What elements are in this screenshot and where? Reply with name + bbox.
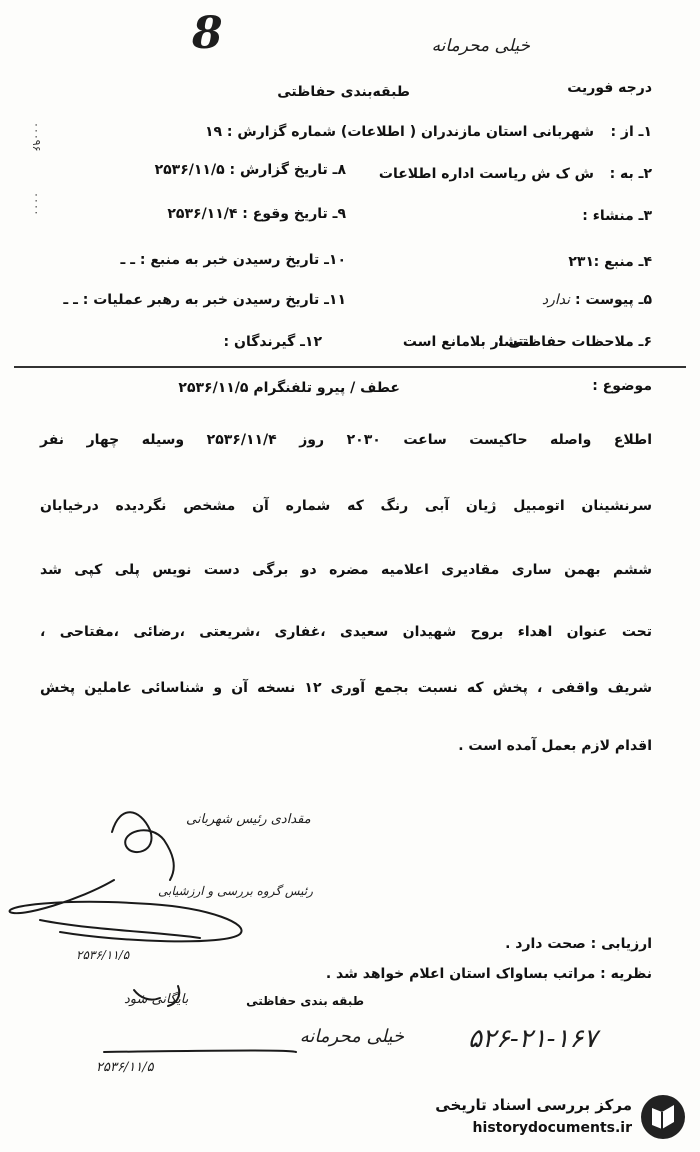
field-4-label: ۴ـ منبع : bbox=[593, 254, 652, 270]
body-line-4: تحت عنوان اهداء بروح شهیدان سعیدی ،غفاری ،شریعتی ،رضائی ،مفتاحی ، bbox=[40, 624, 652, 640]
field-1-label: ۱ـ از : bbox=[610, 124, 652, 140]
side-mark-bottom: ۰۰۰۰ bbox=[30, 192, 43, 216]
header-handwriting: خیلی محرمانه bbox=[431, 36, 530, 56]
body-line-1: اطلاع واصله حاکیست ساعت ۲۰۳۰ روز ۲۵۳۶/۱۱/۴ وسیله چهار نفر bbox=[40, 432, 653, 448]
bottom-classification-label: طبقه بندی حفاظتی bbox=[246, 994, 364, 1008]
subject-label: موضوع : bbox=[592, 378, 652, 394]
field-5-label: ۵ـ پیوست : bbox=[574, 292, 652, 308]
brand-url: historydocuments.ir bbox=[472, 1120, 632, 1136]
signature-handwriting-4: ۲۵۳۶/۱۱/۵ bbox=[96, 1060, 154, 1075]
document-number: ۵۲۶-۲۱-۱۶۷ bbox=[468, 1024, 598, 1054]
field-4-value: ۲۳۱ bbox=[568, 254, 594, 270]
field-8-text: ۸ـ تاریخ گزارش : ۲۵۳۶/۱۱/۵ bbox=[154, 162, 346, 178]
field-10-text: ۱۰ـ تاریخ رسیدن خبر به منبع : ـ ـ bbox=[120, 252, 346, 268]
signature-date: ۲۵۳۶/۱۱/۵ bbox=[76, 948, 130, 962]
field-9-text: ۹ـ تاریخ وقوع : ۲۵۳۶/۱۱/۴ bbox=[167, 206, 346, 222]
body-line-5: شریف واقفی ، پخش که نسبت بجمع آوری ۱۲ نسخه آن و شناسائی عاملین پخش bbox=[40, 680, 652, 696]
body-line-6: اقدام لازم بعمل آمده است . bbox=[458, 738, 652, 754]
assessment-line: ارزیابی : صحت دارد . bbox=[505, 936, 652, 952]
field-12-text: ۱۲ـ گیرندگان : bbox=[223, 334, 322, 350]
field-2-label: ۲ـ به : bbox=[609, 166, 652, 182]
subject-reference: عطف / پیرو تلفنگرام ۲۵۳۶/۱۱/۵ bbox=[178, 380, 400, 396]
field-6-label: ۶ـ ملاحظات حفاظتی : bbox=[497, 334, 652, 350]
opinion-line: نظریه : مراتب بساواک استان اعلام خواهد شد . bbox=[325, 966, 652, 982]
field-5-value: ندارد bbox=[541, 292, 570, 308]
signature-note-1: مقدادی رئیس شهربانی bbox=[186, 812, 311, 827]
signature-note-2: رئیس گروه بررسی و ارزشیابی bbox=[158, 884, 313, 898]
header-number: 8 bbox=[192, 8, 223, 59]
brand-block bbox=[410, 1092, 690, 1144]
field-2-value: ش ک ش ریاست اداره اطلاعات bbox=[378, 166, 594, 182]
classification-label: طبقه‌بندی حفاظتی bbox=[277, 84, 410, 100]
field-1-value: شهربانی استان مازندران ( اطلاعات) شماره گزارش : ۱۹ bbox=[204, 124, 594, 140]
urgency-label: درجه فوریت bbox=[567, 80, 652, 96]
field-11-text: ۱۱ـ تاریخ رسیدن خبر به رهبر عملیات : ـ ـ bbox=[63, 292, 346, 308]
signature-handwriting-3: بایگانی شود bbox=[124, 992, 189, 1007]
brand-name: مرکز بررسی اسناد تاریخی bbox=[435, 1096, 632, 1114]
body-line-2: سرنشینان اتومبیل ژیان آبی رنگ که شماره آن مشخص نگردیده درخیابان bbox=[40, 498, 652, 514]
side-mark-top: ۰۰۰۹۶ bbox=[30, 122, 43, 152]
field-3-label: ۳ـ منشاء : bbox=[582, 208, 652, 224]
field-6-value: انتشار بلامانع است bbox=[402, 334, 534, 350]
bottom-classification-value: خیلی محرمانه bbox=[299, 1026, 404, 1047]
brand-logo-icon bbox=[640, 1094, 686, 1140]
body-line-3: ششم بهمن ساری مقادیری اعلامیه مضره دو برگی دست نویس پلی کپی شد bbox=[40, 562, 652, 578]
